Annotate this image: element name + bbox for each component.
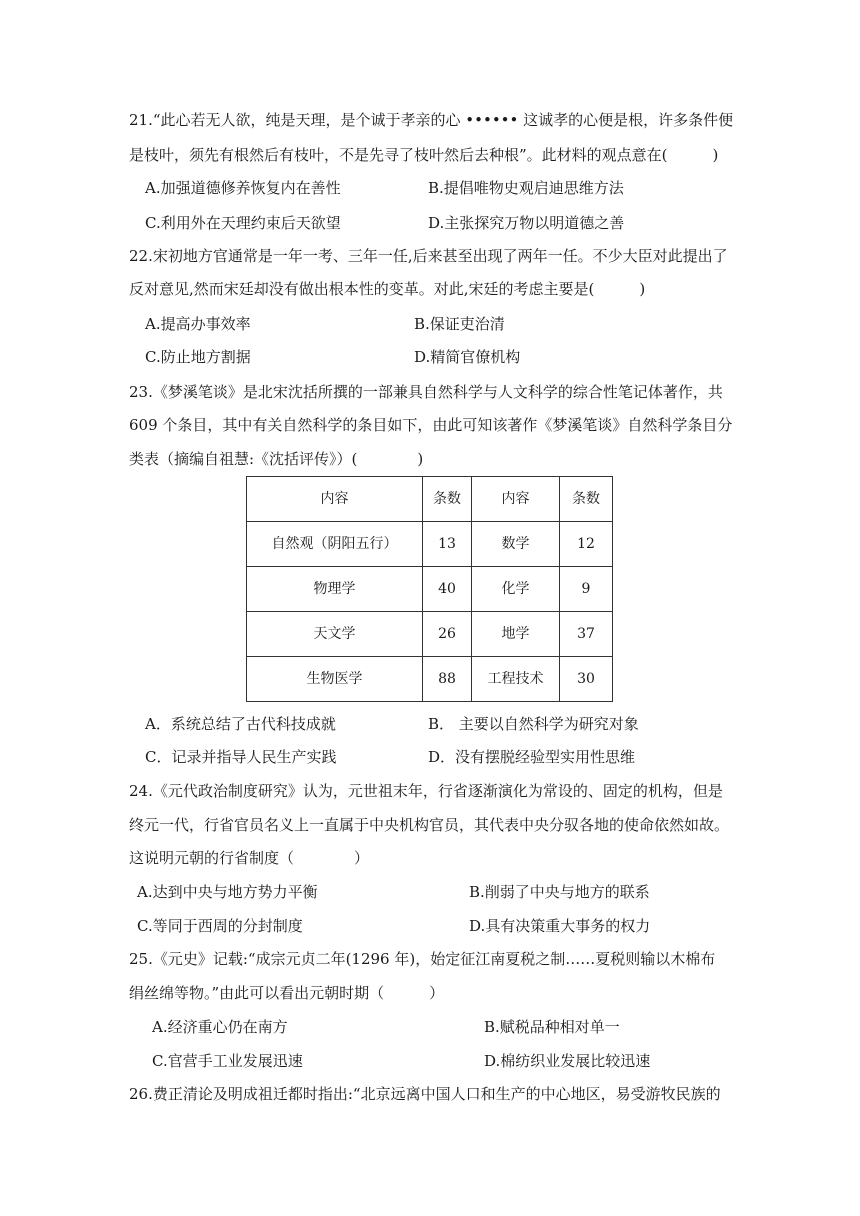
q21-option-d[interactable]: D.主张探究万物以明道德之善	[428, 214, 625, 232]
table-row	[247, 657, 613, 702]
table-header: 条数	[423, 477, 472, 522]
q22-line-2: 反对意见,然而宋廷却没有做出根本性的变革。对此,宋廷的考虑主要是( )	[129, 280, 646, 298]
q23-option-a[interactable]: A．系统总结了古代科技成就	[145, 715, 336, 733]
table-header: 条数	[560, 477, 613, 522]
q24-option-d[interactable]: D.具有决策重大事务的权力	[469, 917, 651, 935]
table-cell: 26	[423, 612, 472, 657]
q25-line-2: 绢丝绵等物。”由此可以看出元朝时期（ ）	[129, 984, 445, 1002]
table-cell: 工程技术	[472, 657, 560, 702]
q22-option-b[interactable]: B.保证吏治清	[414, 315, 505, 333]
table-header: 内容	[472, 477, 560, 522]
q22-option-c[interactable]: C.防止地方割据	[145, 348, 251, 366]
table-cell: 地学	[472, 612, 560, 657]
table-cell: 生物医学	[247, 657, 423, 702]
q21-line-2: 是枝叶，须先有根然后有枝叶，不是先寻了枝叶然后去种根”。此材料的观点意在( )	[129, 146, 719, 164]
q22-option-d[interactable]: D.精简官僚机构	[414, 348, 521, 366]
q21-line-1: 21.“此心若无人欲，纯是天理，是个诚于孝亲的心 •••••• 这诚孝的心便是根，许多条件便	[129, 111, 734, 129]
q23-option-d[interactable]: D．没有摆脱经验型实用性思维	[428, 748, 636, 766]
table-cell: 88	[423, 657, 472, 702]
table-cell: 40	[423, 567, 472, 612]
q24-line-1: 24.《元代政治制度研究》认为，元世祖末年，行省逐渐演化为常设的、固定的机构，但是	[129, 782, 723, 800]
q23-line-3: 类表（摘编自祖慧:《沈括评传》）( )	[129, 450, 424, 468]
table-cell: 13	[423, 522, 472, 567]
table-cell: 9	[560, 567, 613, 612]
q26-line-1: 26.费正清论及明成祖迁都时指出:“北京远离中国人口和生产的中心地区，易受游牧民族的	[129, 1085, 721, 1103]
table-cell: 天文学	[247, 612, 423, 657]
q21-option-b[interactable]: B.提倡唯物史观启迪思维方法	[428, 179, 624, 197]
q23-line-2: 609 个条目，其中有关自然科学的条目如下，由此可知该著作《梦溪笔谈》自然科学条目分	[129, 416, 733, 434]
table-header: 内容	[247, 477, 423, 522]
q24-option-a[interactable]: A.达到中央与地方势力平衡	[137, 883, 318, 901]
table-cell: 37	[560, 612, 613, 657]
table-row	[247, 612, 613, 657]
q25-option-a[interactable]: A.经济重心仍在南方	[152, 1018, 288, 1036]
table-cell: 自然观（阴阳五行）	[247, 522, 423, 567]
q25-option-c[interactable]: C.官营手工业发展迅速	[152, 1052, 303, 1070]
table-header-row	[247, 477, 613, 522]
q22-option-a[interactable]: A.提高办事效率	[145, 315, 251, 333]
table-cell: 数学	[472, 522, 560, 567]
q25-line-1: 25.《元史》记载:“成宗元贞二年(1296 年)，始定征江南夏税之制……夏税则输以木棉布	[129, 950, 716, 968]
table-cell: 12	[560, 522, 613, 567]
q21-option-c[interactable]: C.利用外在天理约束后天欲望	[145, 214, 341, 232]
table-cell: 30	[560, 657, 613, 702]
q24-option-b[interactable]: B.削弱了中央与地方的联系	[469, 883, 650, 901]
q23-option-b[interactable]: B． 主要以自然科学为研究对象	[428, 715, 639, 733]
table-row	[247, 522, 613, 567]
q23-option-c[interactable]: C．记录并指导人民生产实践	[145, 748, 337, 766]
q24-option-c[interactable]: C.等同于西周的分封制度	[137, 917, 303, 935]
q21-option-a[interactable]: A.加强道德修养恢复内在善性	[145, 179, 341, 197]
table-cell: 物理学	[247, 567, 423, 612]
q24-line-2: 终元一代，行省官员名义上一直属于中央机构官员，其代表中央分驭各地的使命依然如故。	[129, 816, 730, 834]
q25-option-d[interactable]: D.棉纺织业发展比较迅速	[484, 1052, 651, 1070]
q25-option-b[interactable]: B.赋税品种相对单一	[484, 1018, 620, 1036]
q23-line-1: 23.《梦溪笔谈》是北宋沈括所撰的一部兼具自然科学与人文科学的综合性笔记体著作，共	[129, 383, 723, 401]
table-cell: 化学	[472, 567, 560, 612]
q24-line-3: 这说明元朝的行省制度（ ）	[129, 849, 370, 867]
table-row	[247, 567, 613, 612]
science-entries-table	[246, 476, 613, 702]
q22-line-1: 22.宋初地方官通常是一年一考、三年一任,后来甚至出现了两年一任。不少大臣对此提出了	[129, 247, 728, 265]
